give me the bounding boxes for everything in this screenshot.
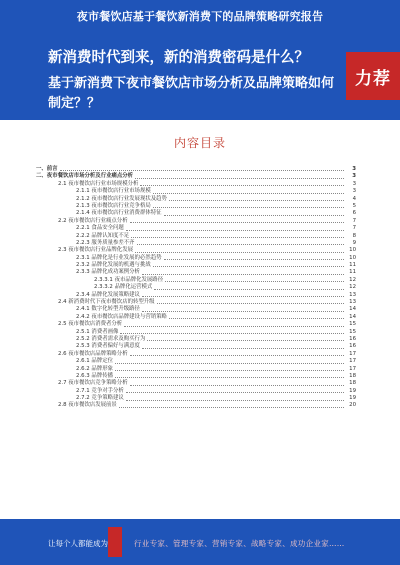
toc-entry[interactable] bbox=[36, 196, 356, 203]
toc-entry[interactable] bbox=[36, 225, 356, 232]
toc-entry-page: 15 bbox=[349, 321, 356, 328]
toc-entry[interactable] bbox=[36, 380, 356, 387]
toc-entry-page: 19 bbox=[349, 387, 356, 394]
toc-leader-dots bbox=[119, 407, 344, 408]
toc-entry[interactable] bbox=[36, 329, 356, 336]
toc-entry[interactable] bbox=[36, 188, 356, 195]
toc-entry-text: 2.4.2 夜市餐饮店品牌建设与营销策略 bbox=[76, 313, 167, 320]
toc-entry[interactable] bbox=[36, 233, 356, 240]
toc-entry-text: 2.1.2 夜市餐饮店行业发展现状及趋势 bbox=[76, 195, 167, 202]
brand-badge: 力荐 bbox=[346, 52, 400, 100]
toc-entry-text: 2.1.4 夜市餐饮店行业消费群体特征 bbox=[76, 210, 162, 217]
toc-leader-dots bbox=[164, 259, 344, 260]
toc-entry-text: 2.3.1 品牌化是行业发展的必然趋势 bbox=[76, 254, 162, 261]
toc-entry-page: 18 bbox=[349, 372, 356, 379]
toc-entry[interactable] bbox=[36, 210, 356, 217]
toc-entry-page: 10 bbox=[349, 247, 356, 254]
toc-leader-dots bbox=[165, 281, 344, 282]
toc-leader-dots bbox=[60, 170, 344, 171]
toc-entry-page: 10 bbox=[349, 254, 356, 261]
toc-entry-text: 二、夜市餐饮店市场分析及行业痛点分析 bbox=[36, 173, 134, 180]
headline: 新消费时代到来，新的消费密码是什么？ bbox=[48, 50, 309, 66]
toc-leader-dots bbox=[126, 230, 344, 231]
footer bbox=[0, 519, 400, 565]
toc-entry-text: 2.2.3 服务质量参差不齐 bbox=[76, 239, 135, 246]
toc-leader-dots bbox=[130, 385, 344, 386]
toc-entry-page: 7 bbox=[352, 225, 356, 232]
toc-entry-text: 2.3.3 品牌化成功案例分析 bbox=[76, 269, 140, 276]
report-banner: 夜市餐饮店基于餐饮新消费下的品牌策略研究报告 bbox=[0, 0, 400, 38]
toc-leader-dots bbox=[135, 252, 344, 253]
toc-entry-text: 2.3.2 品牌化发展的机遇与挑战 bbox=[76, 262, 151, 269]
toc-leader-dots bbox=[157, 303, 344, 304]
header-block bbox=[0, 38, 400, 120]
toc-entry-page: 6 bbox=[352, 210, 356, 217]
toc-entry[interactable] bbox=[36, 306, 356, 313]
toc-entry-text: 2.3 夜市餐饮店行业品牌化发展 bbox=[58, 247, 133, 254]
toc-entry-text: 2.1.3 夜市餐饮店行业竞争格局 bbox=[76, 202, 151, 209]
toc-entry-text: 2.7.2 竞争策略建议 bbox=[76, 395, 124, 402]
toc-entry-page: 14 bbox=[349, 306, 356, 313]
toc-leader-dots bbox=[142, 296, 344, 297]
toc-entry[interactable] bbox=[36, 284, 356, 291]
toc-leader-dots bbox=[135, 178, 344, 179]
toc-entry-page: 9 bbox=[352, 239, 356, 246]
toc-entry-text: 2.7 夜市餐饮店竞争策略分析 bbox=[58, 380, 128, 387]
toc-leader-dots bbox=[169, 318, 344, 319]
toc-leader-dots bbox=[130, 222, 344, 223]
toc-entry-text: 2.6 夜市餐饮店品牌策略分析 bbox=[58, 350, 128, 357]
toc-entry-page: 3 bbox=[352, 180, 356, 187]
toc-leader-dots bbox=[115, 363, 344, 364]
toc-leader-dots bbox=[147, 340, 344, 341]
toc-entry[interactable] bbox=[36, 269, 356, 276]
toc-leader-dots bbox=[153, 266, 344, 267]
toc-leader-dots bbox=[126, 400, 344, 401]
toc-entry-page: 3 bbox=[352, 188, 356, 195]
toc-leader-dots bbox=[115, 377, 344, 378]
toc-entry-page: 19 bbox=[349, 395, 356, 402]
toc-leader-dots bbox=[169, 200, 344, 201]
toc-entry-text: 2.2.2 品牌认知度不足 bbox=[76, 232, 130, 239]
toc-entry-text: 2.1.1 夜市餐饮店行业市场规模 bbox=[76, 188, 151, 195]
toc-entry-text: 2.6.2 品牌形象 bbox=[76, 365, 113, 372]
toc-entry-text: 2.5 夜市餐饮店消费者分析 bbox=[58, 321, 123, 328]
toc-entry-text: 2.6.1 品牌定位 bbox=[76, 358, 113, 365]
toc-entry-page: 17 bbox=[349, 358, 356, 365]
toc-entry[interactable] bbox=[36, 366, 356, 373]
toc-entry-page: 12 bbox=[349, 276, 356, 283]
toc-leader-dots bbox=[140, 185, 344, 186]
toc-entry[interactable] bbox=[36, 247, 356, 254]
toc-entry-text: 2.3.3.1 夜市品牌化发展路径 bbox=[94, 276, 164, 283]
toc-title: 内容目录 bbox=[173, 136, 226, 150]
toc-leader-dots bbox=[142, 311, 344, 312]
toc-entry-text: 2.4.1 数字化转型升级路径 bbox=[76, 306, 140, 313]
toc-entry-text: 2.5.2 消费者需求及购买行为 bbox=[76, 335, 146, 342]
toc-leader-dots bbox=[154, 289, 344, 290]
toc-entry-page: 15 bbox=[349, 328, 356, 335]
toc-entry[interactable] bbox=[36, 321, 356, 328]
toc-entry-page: 16 bbox=[349, 335, 356, 342]
toc-entry[interactable] bbox=[36, 388, 356, 395]
toc-leader-dots bbox=[131, 237, 344, 238]
toc-entry-text: 2.5.1 消费者画像 bbox=[76, 328, 119, 335]
toc-entry[interactable] bbox=[36, 277, 356, 284]
toc-entry-page: 11 bbox=[349, 262, 356, 269]
toc-entry[interactable] bbox=[36, 173, 356, 180]
toc-leader-dots bbox=[120, 333, 344, 334]
toc-leader-dots bbox=[126, 392, 344, 393]
toc-leader-dots bbox=[115, 370, 344, 371]
toc-leader-dots bbox=[137, 244, 344, 245]
toc-entry-text: 2.2 夜市餐饮店行业痛点分析 bbox=[58, 217, 128, 224]
table-of-contents bbox=[36, 166, 356, 410]
toc-entry-page: 16 bbox=[349, 343, 356, 350]
toc-entry-page: 11 bbox=[349, 269, 356, 276]
toc-leader-dots bbox=[142, 274, 344, 275]
toc-entry-page: 7 bbox=[352, 217, 356, 224]
toc-entry-page: 18 bbox=[349, 380, 356, 387]
toc-entry-page: 3 bbox=[352, 173, 356, 180]
toc-entry-page: 3 bbox=[352, 165, 356, 172]
toc-entry[interactable] bbox=[36, 292, 356, 299]
toc-entry-text: 2.3.4 品牌化发展策略建议 bbox=[76, 291, 140, 298]
toc-entry[interactable] bbox=[36, 343, 356, 350]
footer-roles: 行业专家、管理专家、营销专家、战略专家、成功企业家…… bbox=[134, 539, 345, 548]
toc-entry-text: 2.2.1 食品安全问题 bbox=[76, 225, 124, 232]
toc-entry-page: 13 bbox=[349, 291, 356, 298]
toc-entry[interactable] bbox=[36, 255, 356, 262]
footer-accent-tab bbox=[108, 527, 122, 557]
footer-slogan: 让每个人都能成为 bbox=[48, 539, 108, 548]
toc-entry-text: 2.6.3 品牌传播 bbox=[76, 372, 113, 379]
toc-entry-page: 5 bbox=[352, 202, 356, 209]
toc-entry-text: 2.8 夜市餐饮店发展前景 bbox=[58, 402, 117, 409]
toc-entry-page: 17 bbox=[349, 350, 356, 357]
toc-entry-page: 14 bbox=[349, 313, 356, 320]
toc-leader-dots bbox=[142, 348, 344, 349]
toc-leader-dots bbox=[164, 215, 344, 216]
toc-entry-text: 2.7.1 竞争对手分析 bbox=[76, 387, 124, 394]
toc-entry-page: 8 bbox=[352, 232, 356, 239]
toc-entry-text: 2.1 夜市餐饮店行业市场规模分析 bbox=[58, 180, 139, 187]
toc-entry-text: 2.3.3.2 品牌化运营模式 bbox=[94, 284, 153, 291]
toc-entry-page: 13 bbox=[349, 299, 356, 306]
toc-leader-dots bbox=[153, 193, 344, 194]
toc-entry[interactable] bbox=[36, 403, 356, 410]
toc-entry-page: 20 bbox=[349, 402, 356, 409]
toc-entry-page: 12 bbox=[349, 284, 356, 291]
toc-entry[interactable] bbox=[36, 358, 356, 365]
toc-leader-dots bbox=[153, 207, 344, 208]
toc-leader-dots bbox=[124, 326, 344, 327]
subhead: 基于新消费下夜市餐饮店市场分析及品牌策略如何制定？？ bbox=[48, 76, 335, 111]
toc-entry-page: 17 bbox=[349, 365, 356, 372]
toc-entry-text: 一、前言 bbox=[36, 165, 58, 172]
toc-entry-page: 4 bbox=[352, 195, 356, 202]
toc-entry-text: 2.4 新消费时代下夜市餐饮店的转型升级 bbox=[58, 299, 155, 306]
toc-entry-text: 2.5.3 消费者偏好与满意度 bbox=[76, 343, 140, 350]
toc-leader-dots bbox=[130, 355, 344, 356]
